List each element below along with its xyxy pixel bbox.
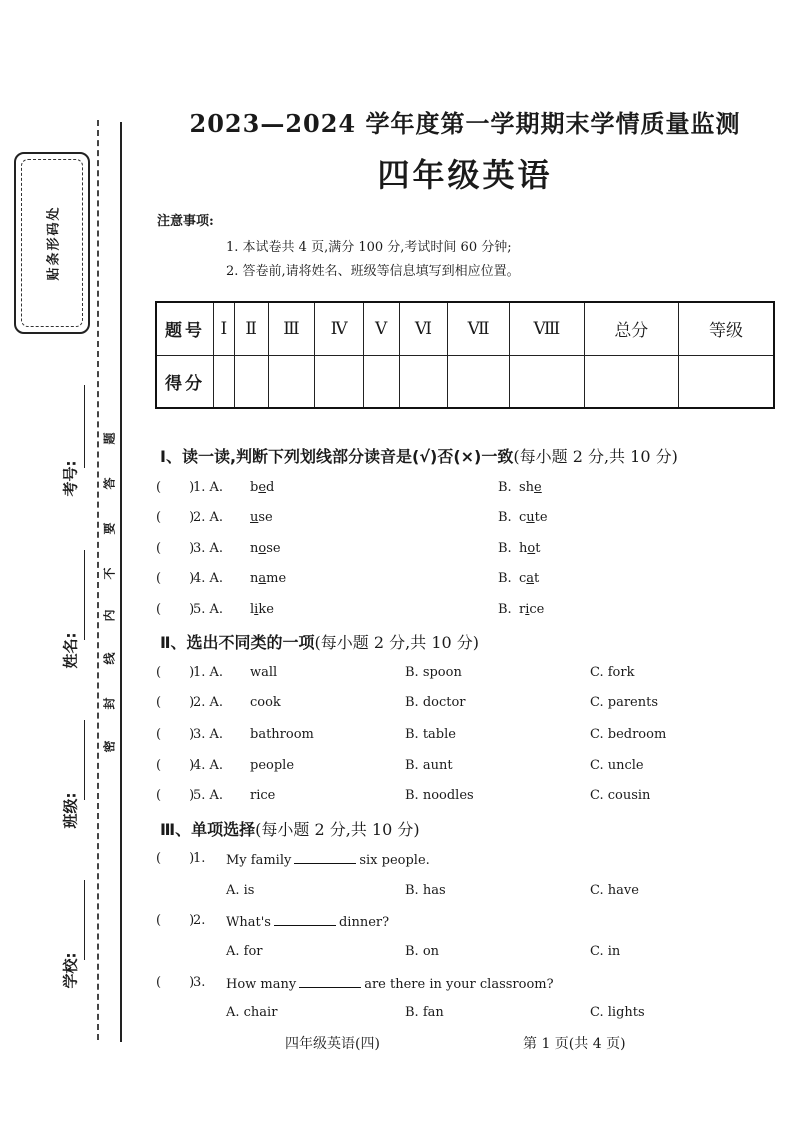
answer-bracket[interactable]: ( ) xyxy=(156,788,195,803)
answer-bracket[interactable]: ( ) xyxy=(156,695,195,710)
word-part: te xyxy=(534,510,548,525)
question-number: 2. xyxy=(193,913,206,928)
answer-bracket[interactable]: ( ) xyxy=(156,913,195,928)
bracket-open: ( xyxy=(156,541,162,556)
option-c: C. parents xyxy=(590,695,658,710)
answer-bracket[interactable] xyxy=(156,510,194,525)
bracket-close: ) xyxy=(189,571,195,586)
option-b xyxy=(519,571,539,586)
score-table-row-head: 得分 xyxy=(156,355,214,408)
option-b-label: B. xyxy=(498,510,512,525)
option-c: C. bedroom xyxy=(590,727,667,742)
option-b xyxy=(519,602,544,617)
question-number: 5. A. xyxy=(193,788,224,803)
question-row xyxy=(156,727,776,749)
seal-char: 不 xyxy=(102,567,117,580)
score-table-col-head: 等级 xyxy=(678,302,774,355)
score-table-col-head: Ⅶ xyxy=(448,302,510,355)
question-row xyxy=(156,510,776,532)
option-b: B. doctor xyxy=(405,695,466,710)
question-row xyxy=(156,758,776,780)
option-b: B. table xyxy=(405,727,456,742)
option-a: people xyxy=(250,758,295,773)
score-table-col-head: 总分 xyxy=(584,302,678,355)
question-number: 1. A. xyxy=(193,665,224,680)
word-part: se xyxy=(258,510,273,525)
score-table-score-row xyxy=(156,355,774,408)
word-part: h xyxy=(519,541,528,556)
question-number: 4. A. xyxy=(193,758,224,773)
answer-blank xyxy=(274,913,336,926)
bracket-open: ( xyxy=(156,602,162,617)
answer-bracket[interactable]: ( ) xyxy=(156,665,195,680)
exam-title: 2023—2024 学年度第一学期期末学情质量监测 xyxy=(189,109,741,138)
answer-bracket[interactable]: ( ) xyxy=(156,727,195,742)
option-a xyxy=(250,602,274,617)
answer-bracket[interactable] xyxy=(156,571,194,586)
name-label: 姓名: xyxy=(61,632,80,669)
question-text-part: are there in your classroom? xyxy=(364,977,554,992)
question-row xyxy=(156,665,776,687)
class-label: 班级: xyxy=(61,792,80,829)
question-number: 2. A. xyxy=(193,695,224,710)
question-text-part: How many xyxy=(226,977,297,992)
option-b: B. spoon xyxy=(405,665,462,680)
option-a: A. chair xyxy=(226,1005,278,1020)
word-part: c xyxy=(519,510,527,525)
question-number: 1. A. xyxy=(193,480,224,495)
answer-bracket[interactable] xyxy=(156,602,194,617)
word-part: n xyxy=(250,541,259,556)
section-3-title: Ⅲ、单项选择 xyxy=(160,820,256,839)
score-cell[interactable] xyxy=(399,355,448,408)
score-table-col-head: Ⅲ xyxy=(268,302,315,355)
answer-bracket[interactable] xyxy=(156,480,194,495)
option-a xyxy=(250,571,286,586)
underlined-letter: o xyxy=(527,541,536,556)
bracket-close: ) xyxy=(189,602,195,617)
word-part: ce xyxy=(529,602,545,617)
school-field[interactable] xyxy=(84,880,85,960)
section-3-points: (每小题 2 分,共 10 分) xyxy=(255,820,420,839)
bracket-open: ( xyxy=(156,480,162,495)
score-cell[interactable] xyxy=(584,355,678,408)
score-table-header-row xyxy=(156,302,774,355)
word-part: t xyxy=(534,571,540,586)
word-part: c xyxy=(519,571,527,586)
binding-solid-line xyxy=(120,122,122,1042)
score-table xyxy=(155,301,775,409)
option-a: A. is xyxy=(226,883,255,898)
footer-paper-name: 四年级英语(四) xyxy=(285,1036,380,1052)
options-row xyxy=(156,944,776,966)
option-b: B. aunt xyxy=(405,758,453,773)
option-b xyxy=(519,480,542,495)
seal-char: 内 xyxy=(102,609,117,622)
section-2-title: Ⅱ、选出不同类的一项 xyxy=(160,633,315,652)
question-text xyxy=(226,913,389,930)
option-c: C. fork xyxy=(590,665,635,680)
section-2-heading xyxy=(160,630,479,653)
question-number: 2. A. xyxy=(193,510,224,525)
underlined-letter: i xyxy=(254,602,259,617)
word-part: d xyxy=(266,480,275,495)
question-row xyxy=(156,788,776,810)
underlined-letter: e xyxy=(534,480,542,495)
question-text-part: What's xyxy=(226,915,271,930)
question-row xyxy=(156,480,776,502)
word-part: se xyxy=(266,541,281,556)
score-table-col-head: Ⅱ xyxy=(234,302,268,355)
option-b: B. noodles xyxy=(405,788,474,803)
exam-number-field[interactable] xyxy=(84,385,85,468)
section-1-title: Ⅰ、读一读,判断下列划线部分读音是(√)否(×)一致 xyxy=(160,447,514,466)
score-cell[interactable] xyxy=(509,355,584,408)
seal-char: 题 xyxy=(102,432,117,445)
score-table-col-head: Ⅰ xyxy=(214,302,235,355)
seal-char: 答 xyxy=(102,477,117,490)
seal-char: 线 xyxy=(102,652,117,665)
score-cell[interactable] xyxy=(678,355,774,408)
underlined-letter: a xyxy=(526,571,535,586)
question-text-part: six people. xyxy=(359,853,430,868)
option-c: C. in xyxy=(590,944,621,959)
score-table-col-head: Ⅵ xyxy=(399,302,448,355)
question-row xyxy=(156,695,776,717)
word-part: l xyxy=(250,602,255,617)
question-number: 3. A. xyxy=(193,541,224,556)
exam-subtitle: 四年级英语 xyxy=(377,156,553,194)
option-a: rice xyxy=(250,788,276,803)
bracket-close: ) xyxy=(189,480,195,495)
note-line: 2. 答卷前,请将姓名、班级等信息填写到相应位置。 xyxy=(226,264,520,279)
score-cell[interactable] xyxy=(363,355,399,408)
answer-bracket[interactable]: ( ) xyxy=(156,851,195,866)
bracket-close: ) xyxy=(189,510,195,525)
answer-bracket[interactable] xyxy=(156,541,194,556)
question-text xyxy=(226,851,430,868)
section-1-points: (每小题 2 分,共 10 分) xyxy=(513,447,678,466)
word-part: n xyxy=(250,571,259,586)
question-text-part: My family xyxy=(226,853,292,868)
question-text xyxy=(226,975,554,992)
options-row xyxy=(156,883,776,905)
answer-bracket[interactable]: ( ) xyxy=(156,975,195,990)
note-line: 1. 本试卷共 4 页,满分 100 分,考试时间 60 分钟; xyxy=(226,240,512,255)
option-c: C. lights xyxy=(590,1005,645,1020)
score-table-row-head: 题号 xyxy=(156,302,214,355)
option-b: B. has xyxy=(405,883,446,898)
option-b: B. on xyxy=(405,944,440,959)
question-row xyxy=(156,975,776,997)
option-c: C. uncle xyxy=(590,758,644,773)
word-part: ke xyxy=(258,602,274,617)
seal-char: 密 xyxy=(102,740,117,753)
barcode-area xyxy=(14,152,90,334)
underlined-letter: u xyxy=(250,510,259,525)
question-row xyxy=(156,541,776,563)
school-label: 学校: xyxy=(61,952,80,989)
underlined-letter: a xyxy=(258,571,267,586)
option-c: C. cousin xyxy=(590,788,651,803)
option-a xyxy=(250,480,274,495)
question-number: 3. xyxy=(193,975,206,990)
seal-char: 要 xyxy=(102,522,117,535)
underlined-letter: u xyxy=(526,510,535,525)
section-3-heading xyxy=(160,817,420,840)
score-cell[interactable] xyxy=(214,355,235,408)
option-c: C. have xyxy=(590,883,639,898)
question-row xyxy=(156,571,776,593)
word-part: sh xyxy=(519,480,535,495)
option-a: bathroom xyxy=(250,727,314,742)
option-b xyxy=(519,510,548,525)
option-b-label: B. xyxy=(498,480,512,495)
score-cell[interactable] xyxy=(234,355,268,408)
option-a xyxy=(250,510,273,525)
word-part: me xyxy=(266,571,287,586)
underlined-letter: o xyxy=(258,541,267,556)
score-cell[interactable] xyxy=(448,355,510,408)
option-b-label: B. xyxy=(498,571,512,586)
question-row xyxy=(156,602,776,624)
word-part: r xyxy=(519,602,526,617)
question-number: 3. A. xyxy=(193,727,224,742)
underlined-letter: e xyxy=(258,480,267,495)
answer-blank xyxy=(294,851,356,864)
question-row xyxy=(156,913,776,935)
exam-number-label: 考号: xyxy=(61,460,80,497)
score-cell[interactable] xyxy=(268,355,315,408)
question-text-part: dinner? xyxy=(338,915,390,930)
option-b-label: B. xyxy=(498,541,512,556)
barcode-label: 贴条形码处 xyxy=(46,205,62,281)
seal-char: 封 xyxy=(102,697,117,710)
answer-bracket[interactable]: ( ) xyxy=(156,758,195,773)
underlined-letter: i xyxy=(525,602,530,617)
word-part: t xyxy=(535,541,541,556)
section-2-points: (每小题 2 分,共 10 分) xyxy=(314,633,480,652)
score-table-col-head: Ⅳ xyxy=(315,302,363,355)
answer-blank xyxy=(299,975,361,988)
score-table-col-head: Ⅷ xyxy=(509,302,584,355)
option-a: A. for xyxy=(226,944,263,959)
option-a: cook xyxy=(250,695,281,710)
class-field[interactable] xyxy=(84,720,85,800)
notes-title: 注意事项: xyxy=(157,214,214,229)
question-number: 5. A. xyxy=(193,602,224,617)
bracket-open: ( xyxy=(156,571,162,586)
section-1-heading xyxy=(160,444,678,467)
footer-page-number: 第 1 页(共 4 页) xyxy=(523,1036,626,1052)
question-number: 1. xyxy=(193,851,206,866)
option-b-label: B. xyxy=(498,602,512,617)
option-a xyxy=(250,541,281,556)
question-row xyxy=(156,851,776,873)
score-cell[interactable] xyxy=(315,355,363,408)
name-field[interactable] xyxy=(84,550,85,640)
option-a: wall xyxy=(250,665,278,680)
option-b: B. fan xyxy=(405,1005,444,1020)
options-row xyxy=(156,1005,776,1027)
bracket-close: ) xyxy=(189,541,195,556)
question-number: 4. A. xyxy=(193,571,224,586)
bracket-open: ( xyxy=(156,510,162,525)
word-part: b xyxy=(250,480,259,495)
option-b xyxy=(519,541,540,556)
score-table-col-head: Ⅴ xyxy=(363,302,399,355)
binding-dashed-line xyxy=(97,120,99,1040)
